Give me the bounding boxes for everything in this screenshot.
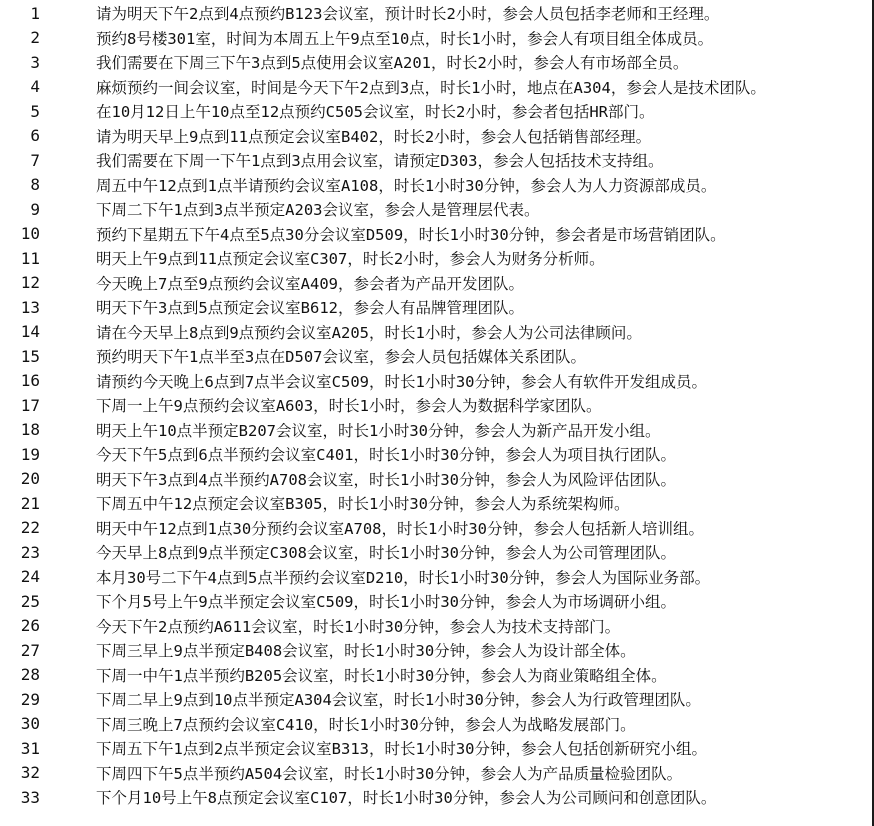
- list-item: [0, 687, 872, 712]
- row-text: 今天下午2点预约A611会议室，时长1小时30分钟，参会人为技术支持部门。: [96, 617, 621, 636]
- row-index: 26: [20, 616, 40, 636]
- list-item: [0, 540, 872, 565]
- list-item: [0, 761, 872, 786]
- row-text: 明天下午3点到5点预定会议室B612，参会人有品牌管理团队。: [96, 299, 524, 318]
- list-item: [0, 638, 872, 663]
- list-item: [0, 148, 872, 173]
- list-item: [0, 1, 872, 26]
- row-index: 17: [20, 395, 40, 415]
- row-text: 本月30号二下午4点到5点半预约会议室D210，时长1小时30分钟，参会人为国际业务部。: [96, 568, 711, 587]
- list-item: [0, 246, 872, 271]
- row-text: 明天中午12点到1点30分预约会议室A708，时长1小时30分钟，参会人包括新人培训组。: [96, 519, 704, 538]
- list-item: [0, 467, 872, 492]
- list-item: [0, 614, 872, 639]
- list-item: [0, 785, 872, 810]
- row-text: 下周二早上9点到10点半预定A304会议室，时长1小时30分钟，参会人为行政管理团队。: [96, 691, 701, 710]
- row-text: 下个月5号上午9点半预定会议室C509，时长1小时30分钟，参会人为市场调研小组。: [96, 593, 676, 612]
- row-index: 2: [30, 28, 40, 48]
- list-item: [0, 418, 872, 443]
- row-text: 今天晚上7点至9点预约会议室A409，参会者为产品开发团队。: [96, 274, 524, 293]
- row-text: 我们需要在下周三下午3点到5点使用会议室A201，时长2小时，参会人有市场部全员。: [96, 54, 689, 73]
- row-text: 下周五中午12点预定会议室B305，时长1小时30分钟，参会人为系统架构师。: [96, 495, 630, 514]
- list-item: [0, 173, 872, 198]
- list-item: [0, 295, 872, 320]
- list-item: [0, 99, 872, 124]
- list-item: [0, 75, 872, 100]
- row-text: 请预约今天晚上6点到7点半会议室C509，时长1小时30分钟，参会人有软件开发组成员。: [96, 372, 707, 391]
- row-text: 预约8号楼301室，时间为本周五上午9点至10点，时长1小时，参会人有项目组全体成员。: [96, 29, 714, 48]
- row-index: 31: [20, 738, 40, 758]
- row-text: 预约下星期五下午4点至5点30分会议室D509，时长1小时30分钟，参会者是市场营销团队。: [96, 225, 726, 244]
- list-item: [0, 589, 872, 614]
- row-index: 5: [30, 101, 40, 121]
- row-text: 请在今天早上8点到9点预约会议室A205，时长1小时，参会人为公司法律顾问。: [96, 323, 642, 342]
- row-text: 请为明天下午2点到4点预约B123会议室，预计时长2小时，参会人员包括李老师和王经理。: [96, 5, 720, 24]
- row-text: 下周三晚上7点预约会议室C410，时长1小时30分钟，参会人为战略发展部门。: [96, 715, 636, 734]
- list-item: [0, 124, 872, 149]
- row-index: 10: [20, 224, 40, 244]
- list-item: [0, 197, 872, 222]
- row-index: 9: [30, 199, 40, 219]
- row-index: 12: [20, 273, 40, 293]
- row-text: 我们需要在下周一下午1点到3点用会议室，请预定D303，参会人包括技术支持组。: [96, 152, 664, 171]
- row-index: 28: [20, 665, 40, 685]
- list-item: [0, 663, 872, 688]
- row-text: 周五中午12点到1点半请预约会议室A108，时长1小时30分钟，参会人为人力资源部成员。: [96, 176, 717, 195]
- list-item: [0, 442, 872, 467]
- row-text: 请为明天早上9点到11点预定会议室B402，时长2小时，参会人包括销售部经理。: [96, 127, 652, 146]
- row-index: 27: [20, 640, 40, 660]
- row-text: 今天早上8点到9点半预定C308会议室，时长1小时30分钟，参会人为公司管理团队。: [96, 544, 676, 563]
- list-item: [0, 565, 872, 590]
- row-index: 20: [20, 469, 40, 489]
- row-text: 明天上午10点半预定B207会议室，时长1小时30分钟，参会人为新产品开发小组。: [96, 421, 661, 440]
- row-index: 4: [30, 77, 40, 97]
- row-text: 下周一上午9点预约会议室A603，时长1小时，参会人为数据科学家团队。: [96, 397, 602, 416]
- list-item: [0, 712, 872, 737]
- row-text: 下周一中午1点半预约B205会议室，时长1小时30分钟，参会人为商业策略组全体。: [96, 666, 667, 685]
- row-index: 32: [20, 763, 40, 783]
- row-index: 3: [30, 52, 40, 72]
- row-index: 25: [20, 591, 40, 611]
- row-index: 11: [20, 248, 40, 268]
- row-text: 今天下午5点到6点半预约会议室C401，时长1小时30分钟，参会人为项目执行团队。: [96, 446, 676, 465]
- row-index: 18: [20, 420, 40, 440]
- row-text: 下周三早上9点半预定B408会议室，时长1小时30分钟，参会人为设计部全体。: [96, 642, 636, 661]
- row-text: 麻烦预约一间会议室，时间是今天下午2点到3点，时长1小时，地点在A304，参会人是技术团队。: [96, 78, 766, 97]
- list-item: [0, 271, 872, 296]
- row-index: 14: [20, 322, 40, 342]
- list-item: [0, 736, 872, 761]
- row-index: 30: [20, 714, 40, 734]
- list-item: [0, 491, 872, 516]
- row-index: 15: [20, 346, 40, 366]
- row-index: 7: [30, 150, 40, 170]
- row-index: 8: [30, 175, 40, 195]
- row-index: 23: [20, 542, 40, 562]
- list-item: [0, 222, 872, 247]
- list-item: [0, 393, 872, 418]
- row-text: 下周四下午5点半预约A504会议室，时长1小时30分钟，参会人为产品质量检验团队。: [96, 764, 683, 783]
- row-text: 预约明天下午1点半至3点在D507会议室，参会人员包括媒体关系团队。: [96, 348, 586, 367]
- list-item: [0, 320, 872, 345]
- row-index: 21: [20, 493, 40, 513]
- list-item: [0, 26, 872, 51]
- list-item: [0, 344, 872, 369]
- row-text: 明天上午9点到11点预定会议室C307，时长2小时，参会人为财务分析师。: [96, 250, 605, 269]
- row-index: 6: [30, 126, 40, 146]
- row-index: 13: [20, 297, 40, 317]
- row-index: 1: [30, 3, 40, 23]
- row-text: 明天下午3点到4点半预约A708会议室，时长1小时30分钟，参会人为风险评估团队。: [96, 470, 676, 489]
- list-item: [0, 50, 872, 75]
- list-item: [0, 369, 872, 394]
- row-text: 下周五下午1点到2点半预定会议室B313，时长1小时30分钟，参会人包括创新研究小组。: [96, 740, 707, 759]
- list-item: [0, 516, 872, 541]
- row-index: 16: [20, 371, 40, 391]
- row-index: 33: [20, 787, 40, 807]
- row-text: 下周二下午1点到3点半预定A203会议室，参会人是管理层代表。: [96, 201, 540, 220]
- row-text: 在10月12日上午10点至12点预约C505会议室，时长2小时，参会者包括HR部门。: [96, 103, 655, 122]
- row-index: 19: [20, 444, 40, 464]
- booking-request-list: [0, 1, 872, 810]
- row-index: 22: [20, 518, 40, 538]
- row-index: 24: [20, 567, 40, 587]
- row-text: 下个月10号上午8点预定会议室C107，时长1小时30分钟，参会人为公司顾问和创意团队。: [96, 789, 717, 808]
- row-index: 29: [20, 689, 40, 709]
